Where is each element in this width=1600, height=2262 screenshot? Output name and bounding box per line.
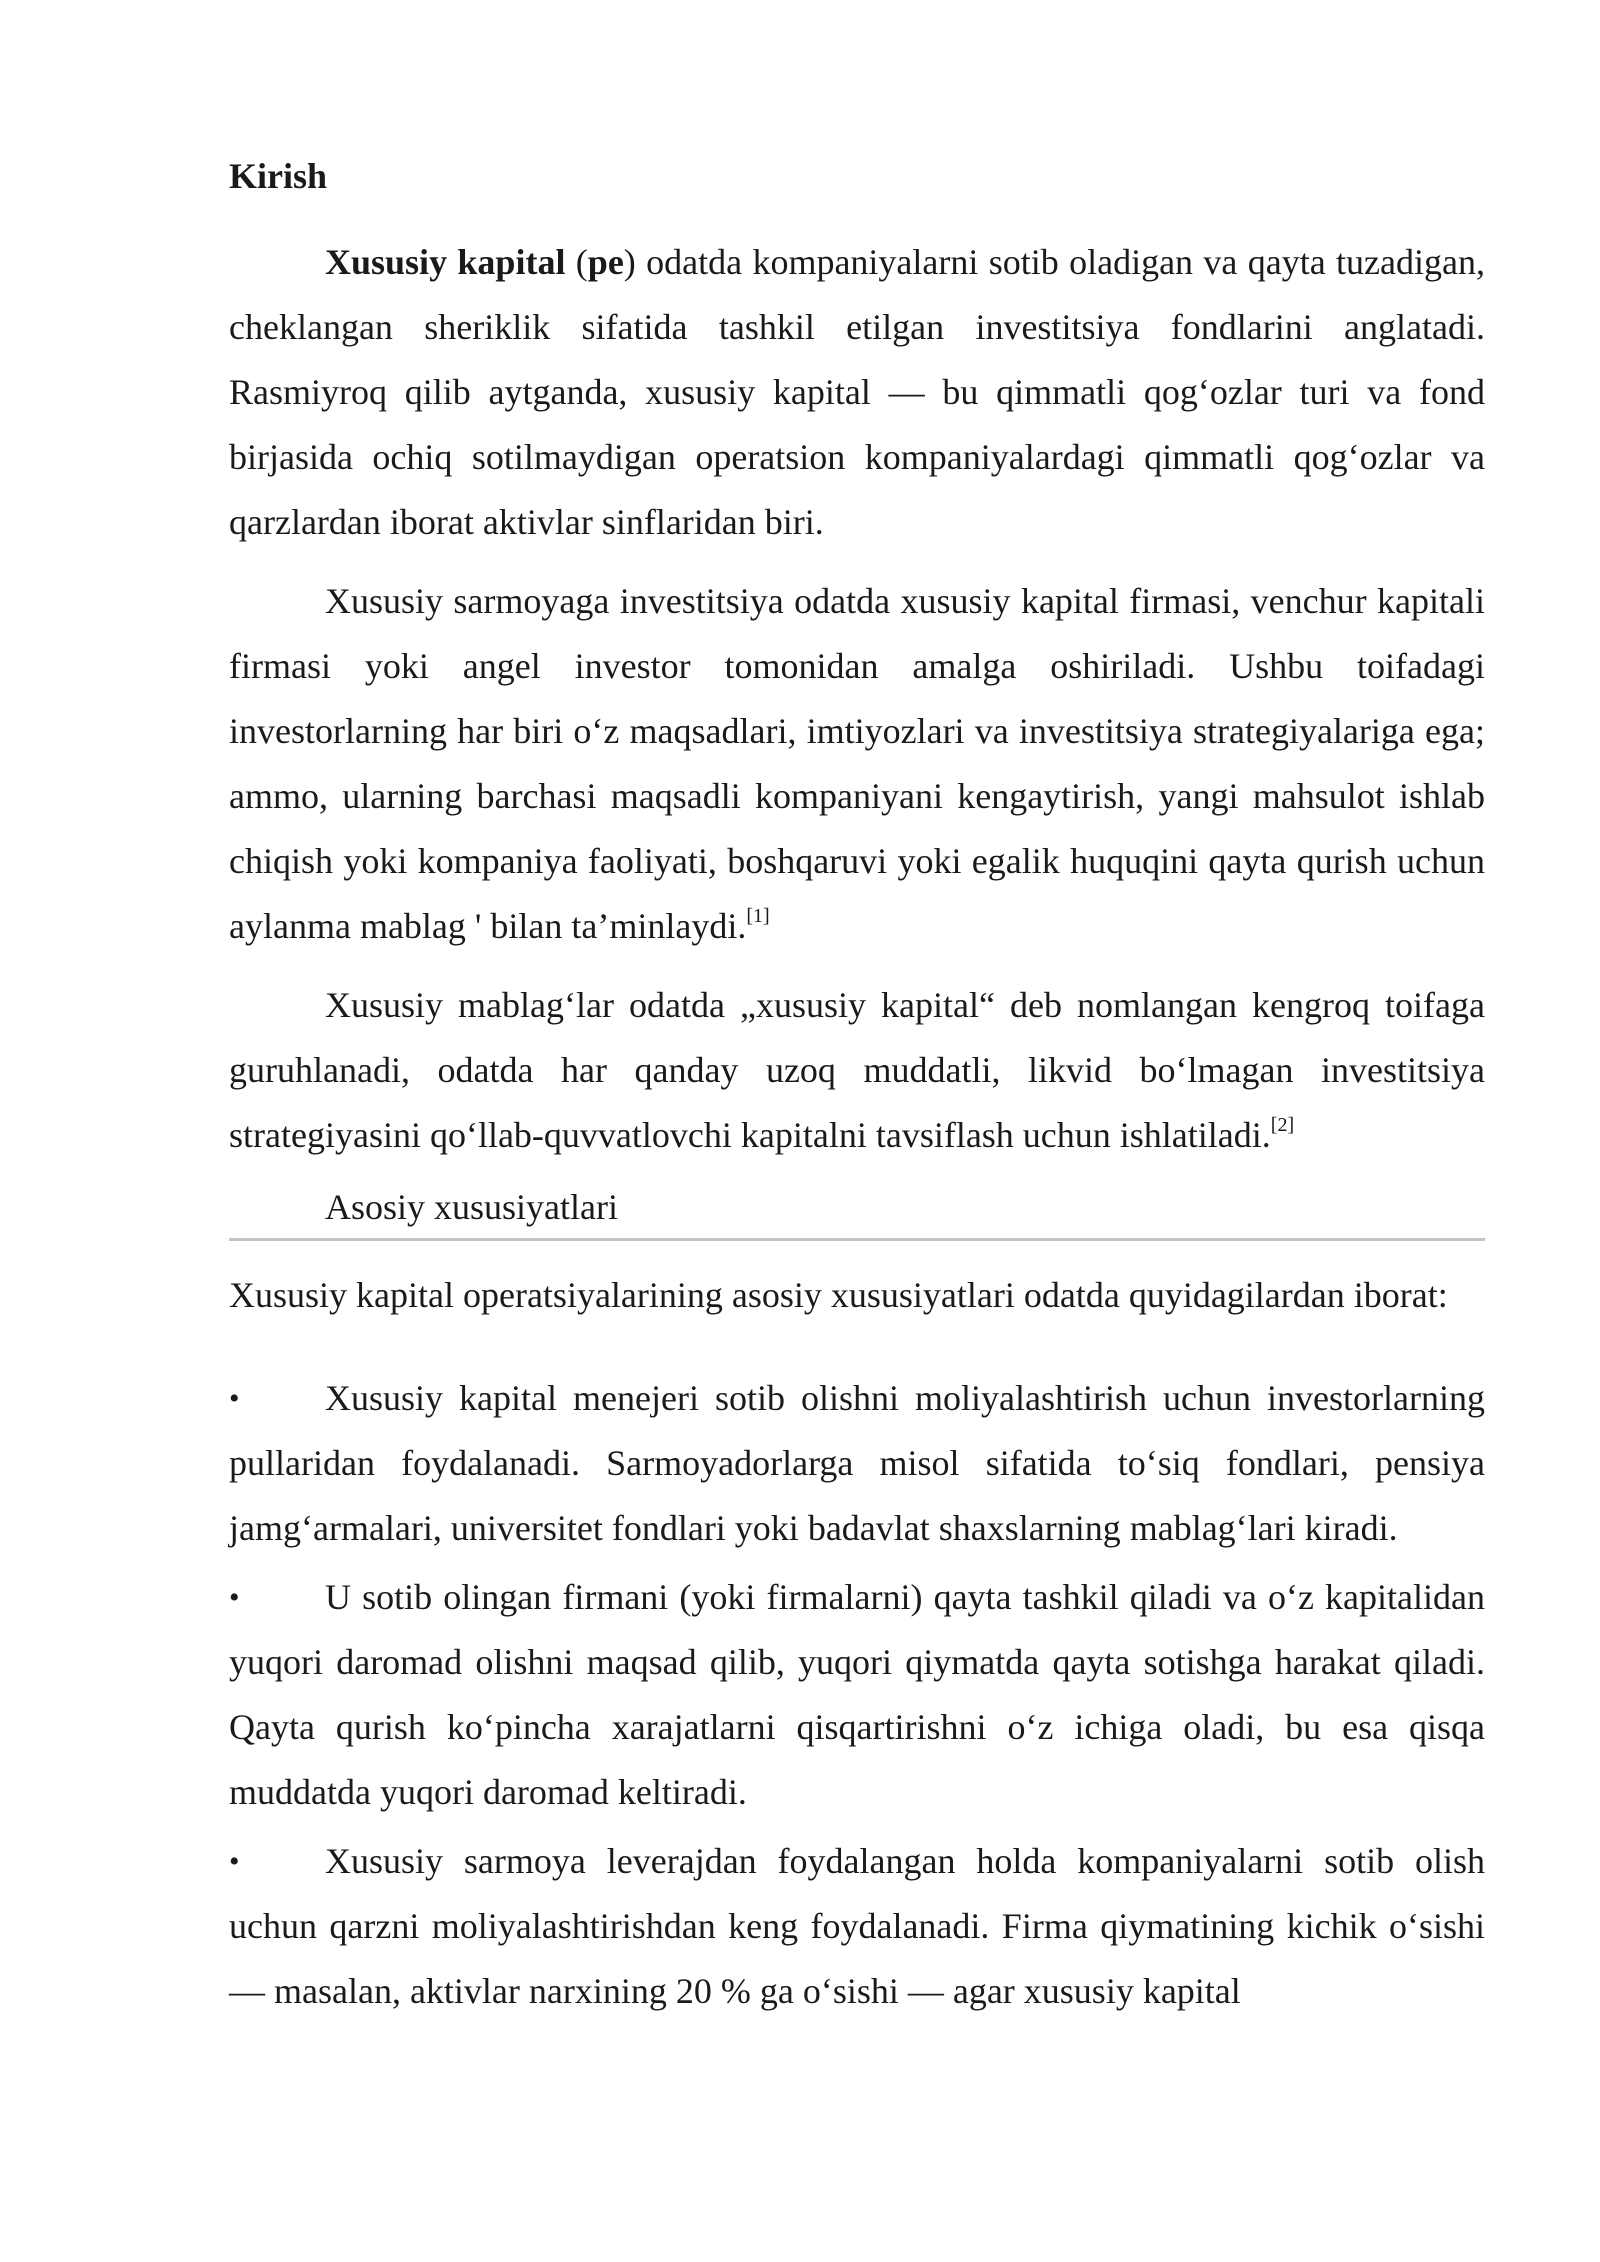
intro-paragraph: Xususiy kapital operatsiyalarining asosiy xususiyatlari odatda quyidagilardan iborat: <box>229 1275 1448 1315</box>
list-item-text: U sotib olingan firmani (yoki firmalarni) qayta tashkil qiladi va o‘z kapitalidan yuqori daromad olishni maqsad qilib, yuqori qiymatda qayta sotishga harakat qiladi. Qayta qurish ko‘pincha xarajatlarni qisqartirishni o‘z ichiga oladi, bu esa qisqa muddatda yuqori daromad keltiradi. <box>229 1577 1485 1812</box>
list-item <box>229 1565 1485 1825</box>
list-item-text: Xususiy kapital menejeri sotib olishni moliyalashtirish uchun investorlarning pullaridan foydalanadi. Sarmoyadorlarga misol sifatida to‘siq fondlari, pensiya jamg‘armalari, universitet fondlari yoki badavlat shaxslarning mablag‘lari kiradi. <box>229 1378 1485 1548</box>
list-item <box>229 1366 1485 1561</box>
subsection-heading: Asosiy xususiyatlari <box>229 1182 1485 1241</box>
paragraph-private-funds <box>229 973 1485 1168</box>
document-page <box>229 150 1485 2028</box>
paragraph-definition <box>229 230 1485 555</box>
paragraph-investors <box>229 569 1485 959</box>
paragraph-private-funds-text: Xususiy mablag‘lar odatda „xususiy kapital“ deb nomlangan kengroq toifaga guruhlanadi, odatda har qanday uzoq muddatli, likvid bo‘lmagan investitsiya strategiyasini qo‘llab-quvvatlovchi kapitalni tavsiflash uchun ishlatiladi. <box>229 985 1485 1155</box>
footnote-ref-1[interactable]: [1] <box>746 905 770 927</box>
section-heading: Kirish <box>229 156 328 196</box>
paragraph-definition-text: ) odatda kompaniyalarni sotib oladigan va qayta tuzadigan, cheklangan sheriklik sifatida tashkil etilgan investitsiya fondlarini anglatadi. Rasmiyroq qilib aytganda, xususiy kapital — bu qimmatli qog‘ozlar turi va fond birjasida ochiq sotilmaydigan operatsion kompaniyalardagi qimmatli qog‘ozlar va qarzlardan iborat aktivlar sinflaridan biri. <box>229 242 1485 542</box>
abbrev-open: ( <box>565 242 588 282</box>
abbreviation: pe <box>587 242 624 282</box>
bold-term: Xususiy kapital <box>325 242 566 282</box>
list-item <box>229 1829 1485 2024</box>
bullet-icon: • <box>229 1382 240 1415</box>
paragraph-investors-text: Xususiy sarmoyaga investitsiya odatda xususiy kapital firmasi, venchur kapitali firmasi yoki angel investor tomonidan amalga oshiriladi. Ushbu toifadagi investorlarning har biri o‘z maqsadlari, imtiyozlari va investitsiya strategiyalariga ega; ammo, ularning barchasi maqsadli kompaniyani kengaytirish, yangi mahsulot ishlab chiqish yoki kompaniya faoliyati, boshqaruvi yoki egalik huquqini qayta qurish uchun aylanma mablag ' bilan ta’minlaydi. <box>229 581 1485 946</box>
list-item-text: Xususiy sarmoya leverajdan foydalangan holda kompaniyalarni sotib olish uchun qarzni moliyalashtirishdan keng foydalanadi. Firma qiymatining kichik o‘sishi — masalan, aktivlar narxining 20 % ga o‘sishi — agar xususiy kapital <box>229 1841 1485 2011</box>
footnote-ref-2[interactable]: [2] <box>1270 1114 1295 1136</box>
bullet-icon: • <box>229 1845 240 1878</box>
bullet-icon: • <box>229 1581 240 1614</box>
